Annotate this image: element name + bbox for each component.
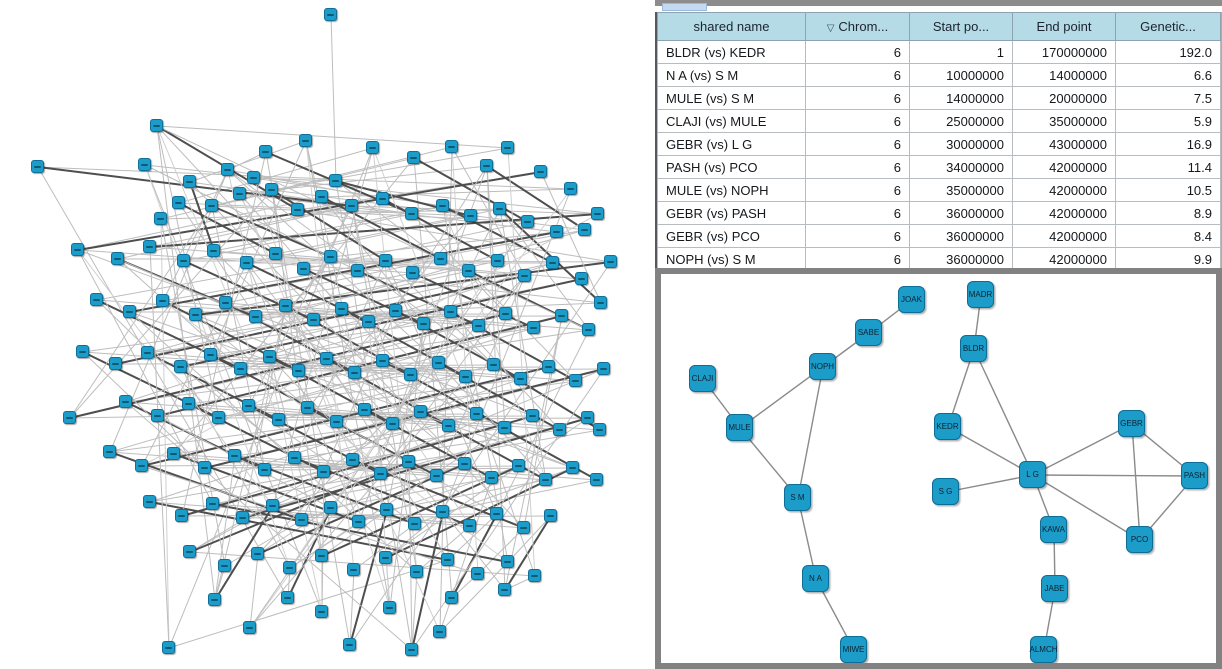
table-top-strip (655, 0, 1222, 6)
network-node[interactable] (458, 457, 471, 470)
network-node[interactable] (135, 459, 148, 472)
cell-value[interactable]: 170000000 (1013, 41, 1116, 64)
network-node[interactable] (442, 419, 455, 432)
network-edge (331, 15, 336, 181)
cell-value[interactable]: 36000000 (910, 225, 1013, 248)
network-node[interactable] (480, 159, 493, 172)
network-node[interactable] (243, 621, 256, 634)
network-node[interactable] (205, 199, 218, 212)
network-node[interactable] (315, 605, 328, 618)
network-node[interactable] (410, 565, 423, 578)
column-header-endpoint[interactable] (1013, 13, 1116, 41)
cell-value[interactable]: 42000000 (1013, 179, 1116, 202)
network-node[interactable] (379, 254, 392, 267)
network-node[interactable] (408, 517, 421, 530)
network-node[interactable] (183, 175, 196, 188)
network-node[interactable] (177, 254, 190, 267)
network-node[interactable] (436, 505, 449, 518)
network-node[interactable] (299, 134, 312, 147)
network-node[interactable] (527, 321, 540, 334)
column-header-startpo[interactable] (910, 13, 1013, 41)
cell-value[interactable]: 42000000 (1013, 156, 1116, 179)
cell-shared-name[interactable]: GEBR (vs) PASH (658, 202, 806, 225)
network-node[interactable] (150, 119, 163, 132)
network-node-pco[interactable]: PCO (1126, 526, 1153, 553)
network-edge (190, 182, 214, 251)
table-tab[interactable] (662, 3, 707, 11)
cell-value[interactable]: 25000000 (910, 110, 1013, 133)
network-node[interactable] (376, 192, 389, 205)
network-node[interactable] (143, 240, 156, 253)
network-node[interactable] (329, 174, 342, 187)
cell-value[interactable]: 36000000 (910, 248, 1013, 271)
network-node[interactable] (581, 411, 594, 424)
network-node[interactable] (441, 553, 454, 566)
cell-value[interactable]: 20000000 (1013, 87, 1116, 110)
network-node[interactable] (417, 317, 430, 330)
cell-value[interactable]: 6.6 (1116, 64, 1221, 87)
network-node[interactable] (218, 559, 231, 572)
network-node[interactable] (597, 362, 610, 375)
network-node[interactable] (279, 299, 292, 312)
cell-value[interactable]: 14000000 (1013, 64, 1116, 87)
network-node[interactable] (462, 264, 475, 277)
network-node[interactable] (288, 451, 301, 464)
network-edge (266, 152, 350, 645)
network-node[interactable] (301, 401, 314, 414)
network-node[interactable] (63, 411, 76, 424)
table-row[interactable] (658, 64, 1221, 87)
network-node-joak[interactable]: JOAK (898, 286, 925, 313)
network-node[interactable] (221, 163, 234, 176)
edge-table-body (658, 41, 1221, 271)
network-node[interactable] (251, 547, 264, 560)
network-node[interactable] (236, 511, 249, 524)
network-node[interactable] (383, 601, 396, 614)
network-node[interactable] (31, 160, 44, 173)
cell-shared-name[interactable]: GEBR (vs) PCO (658, 225, 806, 248)
network-node[interactable] (575, 272, 588, 285)
column-header-sharedname[interactable] (658, 13, 806, 41)
network-node[interactable] (228, 449, 241, 462)
network-node[interactable] (566, 461, 579, 474)
network-node[interactable] (518, 269, 531, 282)
column-header-label: Chrom... (838, 19, 889, 34)
network-node[interactable] (445, 591, 458, 604)
network-node[interactable] (143, 495, 156, 508)
network-node[interactable] (295, 513, 308, 526)
network-node[interactable] (379, 551, 392, 564)
network-node[interactable] (578, 223, 591, 236)
network-node[interactable] (512, 459, 525, 472)
network-node[interactable] (569, 374, 582, 387)
network-node[interactable] (590, 473, 603, 486)
network-node[interactable] (315, 549, 328, 562)
network-node[interactable] (463, 519, 476, 532)
network-node[interactable] (555, 309, 568, 322)
network-node[interactable] (208, 593, 221, 606)
network-node[interactable] (405, 207, 418, 220)
network-node[interactable] (317, 465, 330, 478)
network-node[interactable] (406, 266, 419, 279)
filtered-network-edges (661, 274, 1216, 663)
cell-value[interactable]: 8.9 (1116, 202, 1221, 225)
cell-shared-name[interactable]: NOPH (vs) S M (658, 248, 806, 271)
table-row[interactable] (658, 110, 1221, 133)
network-node[interactable] (546, 256, 559, 269)
cell-value[interactable]: 11.4 (1116, 156, 1221, 179)
cell-shared-name[interactable]: MULE (vs) S M (658, 87, 806, 110)
network-node[interactable] (320, 352, 333, 365)
network-node[interactable] (283, 561, 296, 574)
network-node[interactable] (402, 455, 415, 468)
network-node[interactable] (266, 499, 279, 512)
network-node[interactable] (330, 415, 343, 428)
network-node[interactable] (249, 310, 262, 323)
network-node[interactable] (445, 140, 458, 153)
network-node[interactable] (297, 262, 310, 275)
network-node[interactable] (526, 409, 539, 422)
network-node[interactable] (366, 141, 379, 154)
network-node[interactable] (71, 243, 84, 256)
filter-icon[interactable]: ▽ (826, 23, 835, 34)
cell-value[interactable]: 6 (806, 87, 910, 110)
network-node[interactable] (258, 463, 271, 476)
cell-value[interactable]: 43000000 (1013, 133, 1116, 156)
network-node[interactable] (534, 165, 547, 178)
column-header-label: shared name (693, 19, 770, 34)
network-node[interactable] (550, 225, 563, 238)
column-header-label: Start po... (932, 19, 990, 34)
network-node[interactable] (542, 360, 555, 373)
cell-shared-name[interactable]: PASH (vs) PCO (658, 156, 806, 179)
network-node[interactable] (141, 346, 154, 359)
network-node-kawa[interactable]: KAWA (1040, 516, 1067, 543)
edge-table-header (658, 13, 1221, 41)
network-node[interactable] (498, 421, 511, 434)
cell-value[interactable]: 6 (806, 179, 910, 202)
network-node[interactable] (204, 348, 217, 361)
table-row[interactable] (658, 133, 1221, 156)
network-edge[interactable] (974, 349, 1033, 475)
cell-value[interactable]: 6 (806, 248, 910, 271)
network-node[interactable] (407, 151, 420, 164)
network-node[interactable] (487, 358, 500, 371)
cell-value[interactable]: 6 (806, 202, 910, 225)
network-node[interactable] (464, 209, 477, 222)
network-node[interactable] (242, 399, 255, 412)
network-node[interactable] (324, 250, 337, 263)
cell-value[interactable]: 8.4 (1116, 225, 1221, 248)
column-header-genetic[interactable] (1116, 13, 1221, 41)
network-node[interactable] (521, 215, 534, 228)
network-node[interactable] (404, 368, 417, 381)
network-node[interactable] (324, 8, 337, 21)
cell-value[interactable]: 10000000 (910, 64, 1013, 87)
network-node[interactable] (183, 545, 196, 558)
network-node[interactable] (459, 370, 472, 383)
network-node[interactable] (154, 212, 167, 225)
network-node[interactable] (491, 254, 504, 267)
network-node-almch[interactable]: ALMCH (1030, 636, 1057, 663)
network-node[interactable] (335, 302, 348, 315)
network-node[interactable] (389, 304, 402, 317)
network-node[interactable] (470, 407, 483, 420)
network-node[interactable] (374, 467, 387, 480)
cell-value[interactable]: 35000000 (910, 179, 1013, 202)
cell-value[interactable]: 35000000 (1013, 110, 1116, 133)
network-node-sabe[interactable]: SABE (855, 319, 882, 346)
network-node[interactable] (138, 158, 151, 171)
edge-table-panel (655, 0, 1222, 266)
network-node[interactable] (490, 507, 503, 520)
network-node[interactable] (358, 403, 371, 416)
cell-value[interactable]: 14000000 (910, 87, 1013, 110)
network-node[interactable] (444, 305, 457, 318)
network-node[interactable] (514, 372, 527, 385)
cell-value[interactable]: 9.9 (1116, 248, 1221, 271)
network-node[interactable] (345, 199, 358, 212)
network-node[interactable] (501, 141, 514, 154)
network-node[interactable] (498, 583, 511, 596)
cell-shared-name[interactable]: CLAJI (vs) MULE (658, 110, 806, 133)
network-node[interactable] (544, 509, 557, 522)
cell-shared-name[interactable]: BLDR (vs) KEDR (658, 41, 806, 64)
network-node[interactable] (272, 413, 285, 426)
cell-value[interactable]: 42000000 (1013, 202, 1116, 225)
network-node[interactable] (472, 319, 485, 332)
network-node[interactable] (307, 313, 320, 326)
network-node[interactable] (434, 252, 447, 265)
cell-shared-name[interactable]: N A (vs) S M (658, 64, 806, 87)
cell-value[interactable]: 6 (806, 41, 910, 64)
network-node-miwe[interactable]: MIWE (840, 636, 867, 663)
cell-shared-name[interactable]: MULE (vs) NOPH (658, 179, 806, 202)
cell-value[interactable]: 10.5 (1116, 179, 1221, 202)
network-node[interactable] (380, 503, 393, 516)
network-edge (500, 209, 589, 330)
network-edge[interactable] (1033, 475, 1195, 476)
cell-value[interactable]: 6 (806, 133, 910, 156)
network-node[interactable] (430, 469, 443, 482)
table-row[interactable] (658, 202, 1221, 225)
cell-value[interactable]: 36000000 (910, 202, 1013, 225)
network-node[interactable] (485, 471, 498, 484)
column-header-label: Genetic... (1140, 19, 1196, 34)
network-node[interactable] (292, 364, 305, 377)
network-node[interactable] (405, 643, 418, 656)
network-edge (250, 554, 258, 628)
network-node[interactable] (233, 187, 246, 200)
network-node-lg[interactable]: L G (1019, 461, 1046, 488)
network-node[interactable] (111, 252, 124, 265)
network-node[interactable] (263, 350, 276, 363)
network-node-noph[interactable]: NOPH (809, 353, 836, 380)
network-node[interactable] (493, 202, 506, 215)
network-node[interactable] (591, 207, 604, 220)
network-edge[interactable] (798, 367, 823, 498)
network-node[interactable] (315, 190, 328, 203)
network-node[interactable] (436, 199, 449, 212)
network-node[interactable] (156, 294, 169, 307)
column-header-label: End point (1036, 19, 1092, 34)
cell-value[interactable]: 5.9 (1116, 110, 1221, 133)
network-node[interactable] (240, 256, 253, 269)
network-node[interactable] (343, 638, 356, 651)
network-node[interactable] (501, 555, 514, 568)
cell-value[interactable]: 6 (806, 225, 910, 248)
network-node[interactable] (182, 397, 195, 410)
network-edge (161, 219, 225, 566)
filtered-network-panel (655, 268, 1222, 669)
cell-value[interactable]: 192.0 (1116, 41, 1221, 64)
network-node-claji[interactable]: CLAJI (689, 365, 716, 392)
cell-value[interactable]: 42000000 (1013, 248, 1116, 271)
network-edge (350, 510, 387, 645)
cell-value[interactable]: 42000000 (1013, 225, 1116, 248)
network-node[interactable] (528, 569, 541, 582)
network-node[interactable] (604, 255, 617, 268)
network-node-mule[interactable]: MULE (726, 414, 753, 441)
network-node[interactable] (76, 345, 89, 358)
network-node[interactable] (471, 567, 484, 580)
network-node[interactable] (174, 360, 187, 373)
network-node[interactable] (119, 395, 132, 408)
cell-value[interactable]: 6 (806, 110, 910, 133)
network-node[interactable] (593, 423, 606, 436)
network-node[interactable] (151, 409, 164, 422)
network-node[interactable] (414, 405, 427, 418)
network-node[interactable] (189, 308, 202, 321)
network-node-jabe[interactable]: JABE (1041, 575, 1068, 602)
network-node[interactable] (362, 315, 375, 328)
table-row[interactable] (658, 156, 1221, 179)
edge-table-wrap (655, 12, 1222, 271)
network-node[interactable] (212, 411, 225, 424)
network-node[interactable] (539, 473, 552, 486)
network-node[interactable] (376, 354, 389, 367)
network-node[interactable] (162, 641, 175, 654)
network-node[interactable] (259, 145, 272, 158)
network-node[interactable] (553, 423, 566, 436)
network-node[interactable] (247, 171, 260, 184)
network-node[interactable] (167, 447, 180, 460)
cell-value[interactable]: 34000000 (910, 156, 1013, 179)
network-node[interactable] (564, 182, 577, 195)
network-node-gebr[interactable]: GEBR (1118, 410, 1145, 437)
network-node-na[interactable]: N A (802, 565, 829, 592)
cell-value[interactable]: 30000000 (910, 133, 1013, 156)
network-node[interactable] (348, 366, 361, 379)
network-node-madr[interactable]: MADR (967, 281, 994, 308)
cell-value[interactable]: 6 (806, 64, 910, 87)
network-node-bldr[interactable]: BLDR (960, 335, 987, 362)
network-node[interactable] (269, 247, 282, 260)
network-node-kedr[interactable]: KEDR (934, 413, 961, 440)
network-node[interactable] (351, 264, 364, 277)
edge-table (657, 12, 1221, 271)
network-node[interactable] (234, 362, 247, 375)
network-node[interactable] (291, 203, 304, 216)
network-node-sg[interactable]: S G (932, 478, 959, 505)
network-node[interactable] (281, 591, 294, 604)
table-row[interactable] (658, 225, 1221, 248)
network-node[interactable] (109, 357, 122, 370)
network-node[interactable] (594, 296, 607, 309)
network-node[interactable] (324, 501, 337, 514)
network-node[interactable] (433, 625, 446, 638)
network-node[interactable] (386, 417, 399, 430)
cell-value[interactable]: 1 (910, 41, 1013, 64)
network-node[interactable] (90, 293, 103, 306)
cell-shared-name[interactable]: GEBR (vs) L G (658, 133, 806, 156)
network-node[interactable] (346, 453, 359, 466)
network-node[interactable] (206, 497, 219, 510)
network-node[interactable] (219, 296, 232, 309)
network-node[interactable] (499, 307, 512, 320)
network-node[interactable] (352, 515, 365, 528)
network-node-pash[interactable]: PASH (1181, 462, 1208, 489)
network-node[interactable] (103, 445, 116, 458)
network-node[interactable] (123, 305, 136, 318)
network-node[interactable] (582, 323, 595, 336)
table-row[interactable] (658, 41, 1221, 64)
network-node[interactable] (175, 509, 188, 522)
network-node[interactable] (347, 563, 360, 576)
network-node[interactable] (265, 183, 278, 196)
network-edge[interactable] (1132, 424, 1140, 540)
network-node[interactable] (517, 521, 530, 534)
cell-value[interactable]: 16.9 (1116, 133, 1221, 156)
network-node[interactable] (172, 196, 185, 209)
cell-value[interactable]: 7.5 (1116, 87, 1221, 110)
cell-value[interactable]: 6 (806, 156, 910, 179)
column-header-chrom[interactable] (806, 13, 910, 41)
table-row[interactable] (658, 87, 1221, 110)
network-node[interactable] (207, 244, 220, 257)
network-node-sm[interactable]: S M (784, 484, 811, 511)
table-row[interactable] (658, 179, 1221, 202)
network-node[interactable] (198, 461, 211, 474)
network-node[interactable] (432, 356, 445, 369)
